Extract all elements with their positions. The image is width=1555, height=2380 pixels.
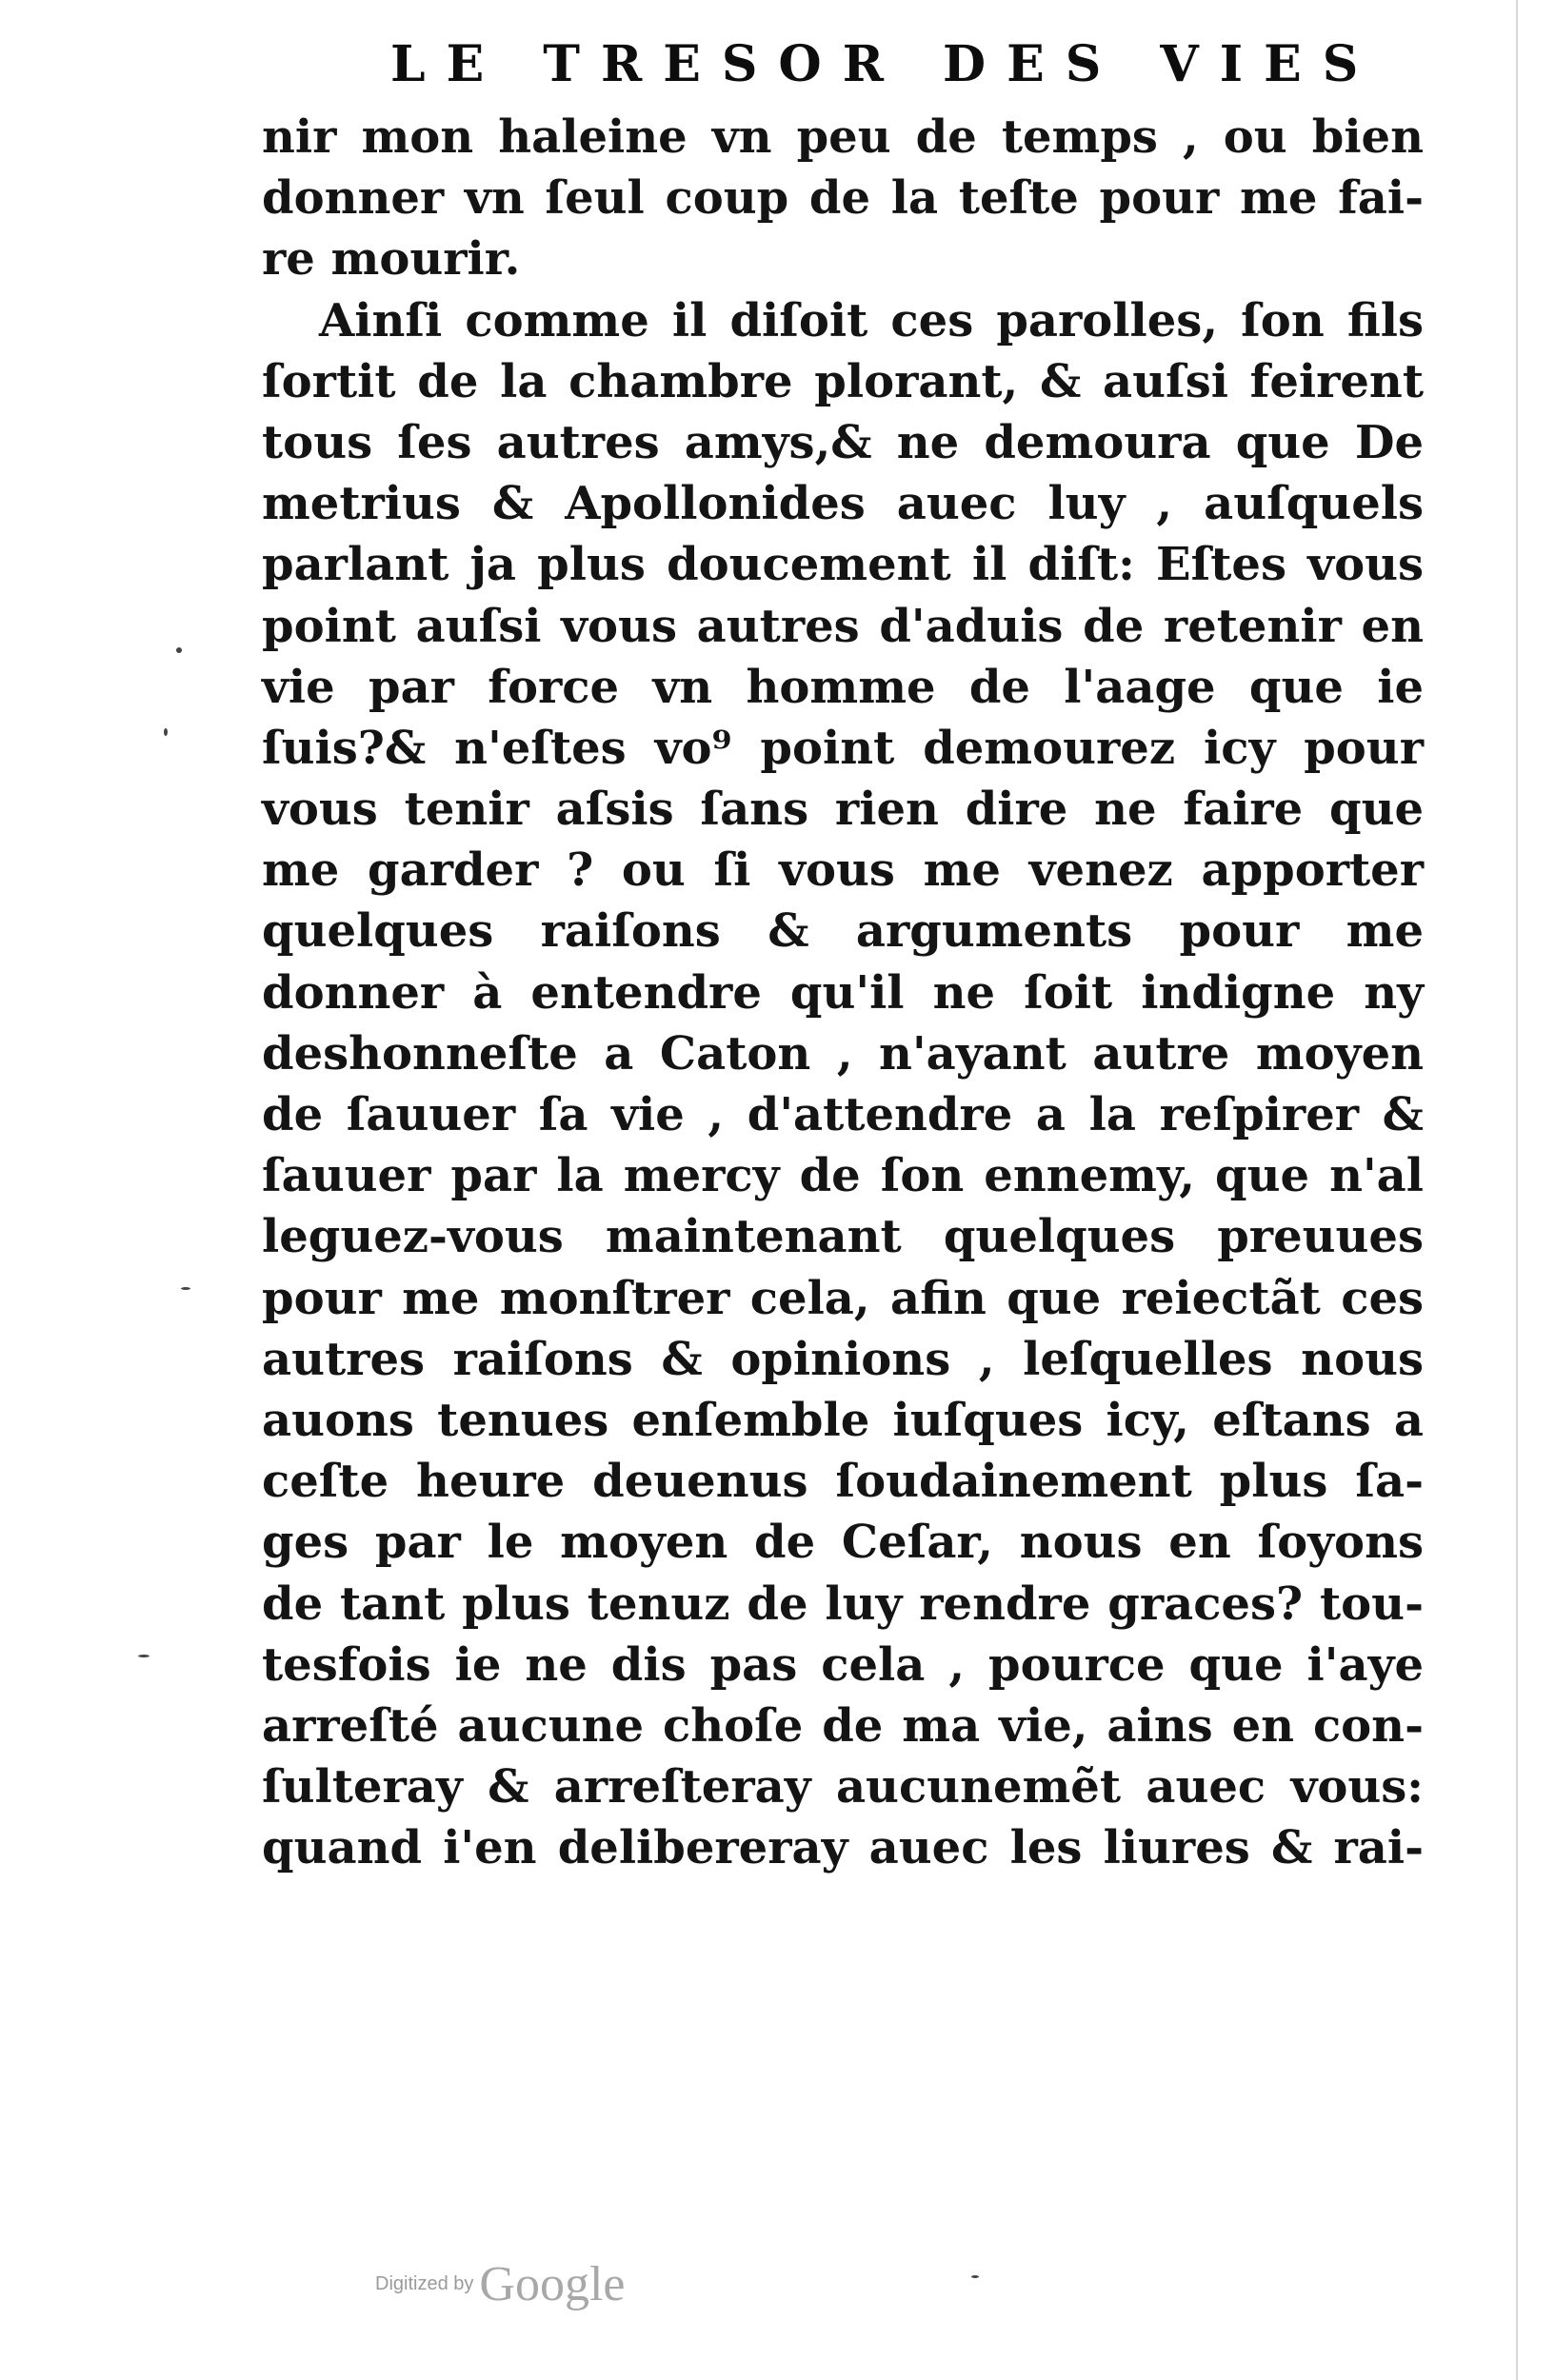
body-text — [262, 107, 1424, 1878]
text-line: ges par le moyen de Ceſar, nous en ſoyons — [262, 1516, 1424, 1570]
ink-speck — [181, 1287, 190, 1290]
digitization-credit — [375, 2256, 625, 2312]
text-line: vous tenir aſsis ſans rien dire ne faire que — [262, 783, 1424, 837]
text-line: donner vn ſeul coup de la teſte pour me fai- — [262, 171, 1424, 226]
digitized-by-label: Digitized by — [375, 2273, 474, 2294]
text-line: quelques raiſons & arguments pour me — [262, 904, 1424, 959]
text-line: metrius & Apollonides auec luy , auſquels — [262, 477, 1424, 531]
text-line: quand i'en delibereray auec les liures & rai- — [262, 1821, 1424, 1875]
ink-speck — [164, 728, 168, 736]
text-line: leguez-vous maintenant quelques preuues — [262, 1210, 1424, 1264]
text-line: parlant ja plus doucement il diſt: Eſtes vous — [262, 538, 1424, 592]
text-line: autres raiſons & opinions , leſquelles nous — [262, 1332, 1424, 1386]
ink-speck — [176, 647, 182, 653]
text-line: ſauuer par la mercy de ſon ennemy, que n'al — [262, 1149, 1424, 1203]
text-line: de ſauuer ſa vie , d'attendre a la reſpirer & — [262, 1088, 1424, 1141]
text-line: deshonneſte a Caton , n'ayant autre moyen — [262, 1026, 1424, 1081]
text-line: nir mon haleine vn peu de temps , ou bien — [262, 110, 1424, 164]
text-line: vie par force vn homme de l'aage que ie — [262, 660, 1424, 714]
text-line: Ainſi comme il diſoit ces parolles, ſon fils — [319, 293, 1424, 347]
text-line: de tant plus tenuz de luy rendre graces? tou- — [262, 1577, 1424, 1631]
text-line: auons tenues enſemble iuſques icy, eſtans a — [262, 1393, 1424, 1447]
google-logo: Google — [479, 2257, 626, 2311]
scan-edge-line — [1516, 0, 1518, 2380]
ink-speck — [138, 1655, 150, 1657]
ink-speck — [971, 2275, 979, 2278]
text-line: re mourir. — [262, 232, 521, 287]
text-line: point auſsi vous autres d'aduis de retenir en — [262, 599, 1424, 653]
text-line: me garder ? ou ſi vous me venez apporter — [262, 843, 1424, 898]
text-line: pour me monſtrer cela, afin que reiectãt ces — [262, 1271, 1424, 1325]
text-line: tesfois ie ne dis pas cela , pource que i'aye — [262, 1637, 1424, 1692]
text-line: arreſté aucune choſe de ma vie, ains en con- — [262, 1698, 1424, 1753]
text-line: tous ſes autres amys,& ne demoura que De — [262, 415, 1424, 469]
running-head: LE TRESOR DES VIES — [390, 35, 1380, 93]
text-line: ceſte heure deuenus ſoudainement plus ſa- — [262, 1455, 1424, 1509]
text-line: ſulteray & arreſteray aucunemẽt auec vous: — [262, 1760, 1424, 1815]
text-line: donner à entendre qu'il ne ſoit indigne ny — [262, 965, 1424, 1020]
text-line: ſuis?& n'eſtes vo⁹ point demourez icy pour — [262, 721, 1424, 775]
text-line: ſortit de la chambre plorant, & auſsi feirent — [262, 354, 1424, 408]
